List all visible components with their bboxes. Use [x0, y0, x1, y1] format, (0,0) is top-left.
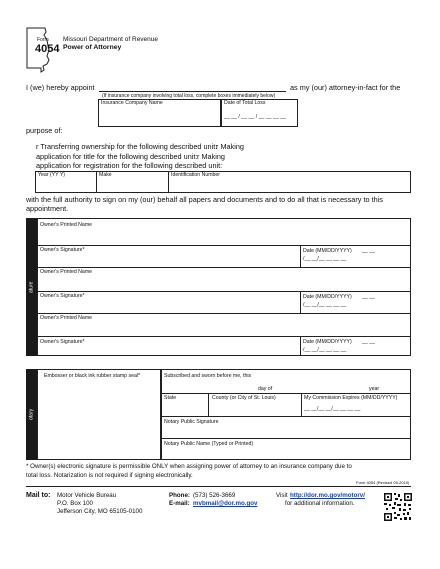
- visit-label: Visit: [276, 492, 288, 499]
- insurance-company-label: Insurance Company Name: [101, 100, 163, 106]
- agency-name: Missouri Department of Revenue: [63, 36, 159, 43]
- date-total-loss-label: Date of Total Loss: [224, 100, 266, 106]
- owner-2-date-blank-b[interactable]: /__ __/__ __ __ __: [303, 302, 347, 308]
- phone-label: Phone:: [169, 492, 190, 499]
- subscribed-label: Subscribed and sworn before me, this: [164, 373, 252, 379]
- day-of-label: day of: [258, 386, 273, 392]
- year-label: Year (YY Y): [38, 172, 66, 178]
- authority-line-1: with the full authority to sign on my (our) behalf all papers and documents and to do all that is necessary to this: [26, 195, 383, 204]
- owner-1-printed-name-label: Owner's Printed Name: [40, 222, 93, 228]
- owner-3-printed-name-label: Owner's Printed Name: [40, 315, 93, 321]
- address-line-2: P.O. Box 100: [57, 500, 94, 507]
- footnote-line-2: total loss. Notarization is not required if signing electronically.: [26, 472, 193, 479]
- owner-3-signature-label: Owner's Signature*: [40, 339, 85, 345]
- form-number: 4054: [35, 43, 60, 55]
- owner-2-date-label: Date (MM/DD/YYYY): [303, 294, 352, 300]
- state-label: State: [164, 395, 177, 401]
- notary-side-label: otary: [26, 369, 37, 460]
- page-title: Power of Attorney: [63, 44, 122, 51]
- signature-side-label: ature: [26, 218, 37, 356]
- footer-divider: [26, 486, 411, 487]
- commission-blank[interactable]: __ __/__ __/__ __ __ __: [304, 406, 361, 412]
- purpose-registration: application for registration for the following described unit:: [36, 161, 223, 170]
- owner-3-date-blank-a: __ __: [362, 339, 375, 345]
- county-label: County (or City of St. Louis): [212, 395, 276, 401]
- make-label: Make: [99, 172, 112, 178]
- seal-label: Embosser or black ink rubber stamp seal*: [44, 373, 141, 379]
- commission-label: My Commission Expires (MM/DD/YYYY): [304, 395, 398, 401]
- owner-1-signature-label: Owner's Signature*: [40, 247, 85, 253]
- owner-1-date-label: Date (MM/DD/YYYY): [303, 248, 352, 254]
- email-label: E-mail:: [169, 500, 190, 507]
- purpose-transfer[interactable]: r Transferring ownership for the following described unit:: [36, 142, 218, 151]
- owner-1-date-blank-a: __ __: [362, 248, 375, 254]
- footnote-line-1: * Owner(s) electronic signature is permissible ONLY when assigning power of attorney to an insurance company due to: [26, 463, 352, 470]
- email-link[interactable]: mvbmail@dor.mo.gov: [193, 500, 258, 507]
- owner-2-printed-name-label: Owner's Printed Name: [40, 269, 93, 275]
- id-label: Identification Number: [171, 172, 221, 178]
- notary-signature-label: Notary Public Signature: [164, 419, 219, 425]
- mail-to-label: Mail to:: [26, 492, 51, 499]
- vehicle-table: [35, 171, 411, 193]
- qr-code-icon[interactable]: [383, 492, 413, 522]
- owner-1-date-blank-b[interactable]: /__ __/__ __ __ __: [303, 256, 347, 262]
- purpose-label: purpose of:: [26, 126, 63, 135]
- authority-line-2: appointment.: [26, 204, 69, 213]
- appoint-text: I (we) hereby appoint: [26, 83, 95, 92]
- attorney-text: as my (our) attorney-in-fact for the: [290, 83, 401, 92]
- notary-name-label: Notary Public Name (Typed or Printed): [164, 441, 254, 447]
- form-revision: Form 4054 (Revised 09-2019): [356, 480, 410, 485]
- phone-value[interactable]: (573) 526-3669: [193, 492, 236, 499]
- address-line-3: Jefferson City, MO 65105-0100: [57, 508, 143, 515]
- owner-3-date-blank-b[interactable]: /__ __/__ __ __ __: [303, 347, 347, 353]
- website-link[interactable]: http://dor.mo.gov/motorv/: [290, 492, 365, 499]
- year-label-notary: year: [369, 386, 380, 392]
- purpose-option-2[interactable]: r Making: [197, 152, 225, 161]
- owner-2-date-blank-a: __ __: [362, 294, 375, 300]
- purpose-title: application for title for the following described unit:: [36, 152, 198, 161]
- address-line-1: Motor Vehicle Bureau: [57, 492, 117, 499]
- form-label: Form: [37, 37, 49, 43]
- owner-2-signature-label: Owner's Signature*: [40, 293, 85, 299]
- owner-3-date-label: Date (MM/DD/YYYY): [303, 339, 352, 345]
- appointee-field[interactable]: [99, 91, 286, 92]
- purpose-option-1[interactable]: r Making: [216, 142, 244, 151]
- insurance-note: (If insurance company involving total loss, complete boxes immediately below): [102, 93, 276, 99]
- seal-box: [37, 369, 161, 460]
- additional-info: for additional information.: [285, 500, 355, 507]
- date-total-loss-blank: __ __ / __ __ / __ __ __ __: [224, 114, 287, 120]
